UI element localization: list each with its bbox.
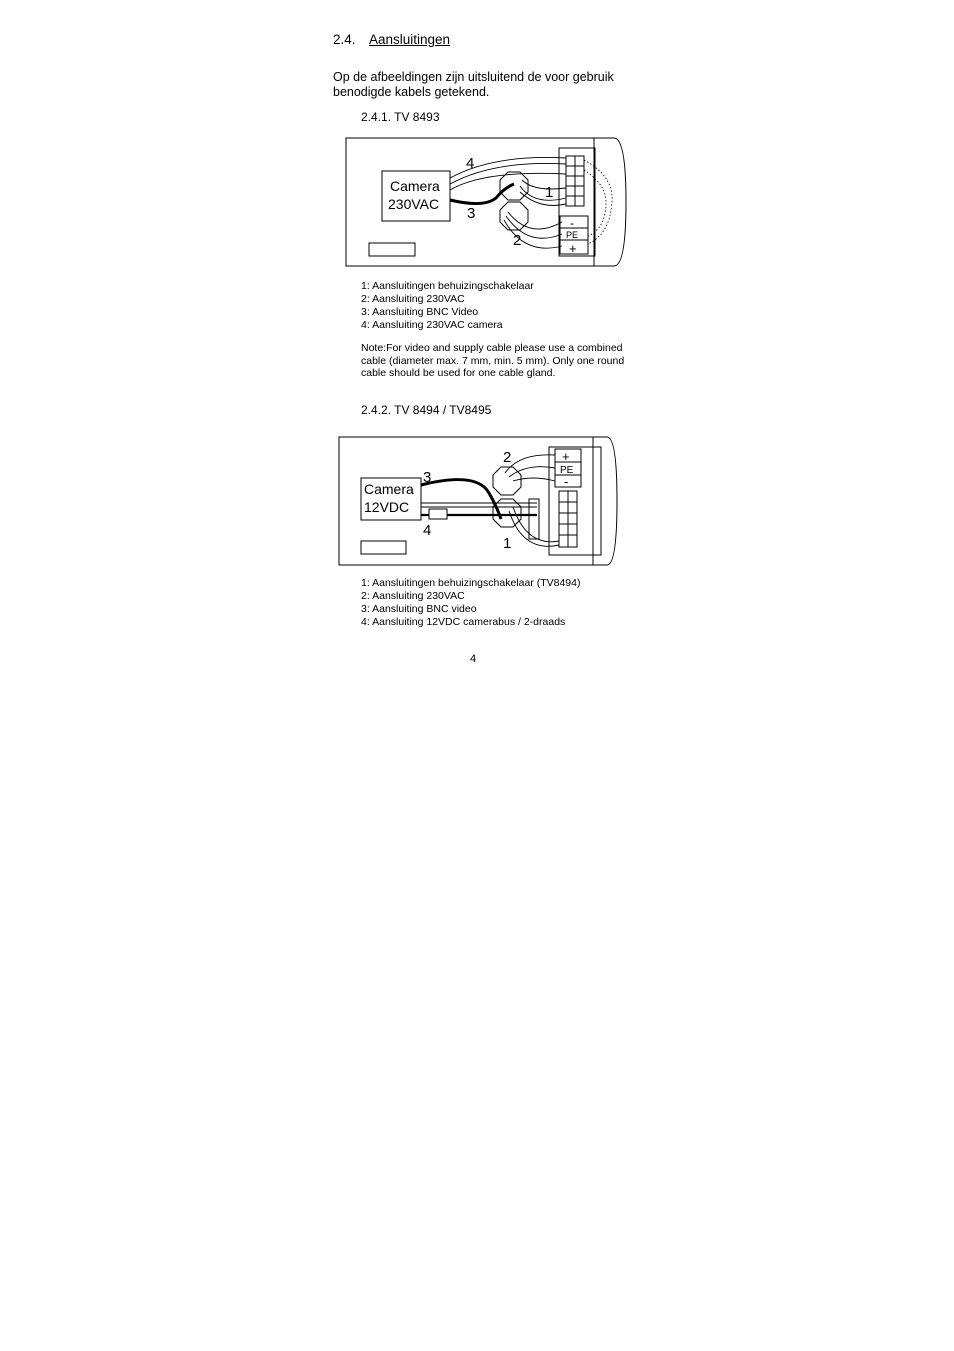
- legend-tv8494: [361, 577, 580, 629]
- intro-paragraph: Op de afbeeldingen zijn uitsluitend de voor gebruik benodigde kabels getekend.: [333, 70, 614, 99]
- subsection-heading-tv8493: 2.4.1. TV 8493: [361, 110, 440, 124]
- terminal-pe-label: PE: [566, 230, 579, 240]
- legend-item: 1: Aansluitingen behuizingschakelaar (TV8494): [361, 577, 581, 589]
- cable-gland-1: [500, 172, 528, 200]
- legend-item: 4: Aansluiting 12VDC camerabus / 2-draads: [361, 616, 566, 628]
- diagram-label-2: 2: [513, 232, 522, 249]
- diagram-label-4: 4: [466, 155, 475, 172]
- type-plate: [361, 541, 406, 554]
- type-plate: [369, 243, 415, 256]
- housing-cap: [594, 138, 626, 266]
- bus-terminal: [529, 499, 539, 539]
- legend-item: 3: Aansluiting BNC video: [361, 603, 477, 615]
- section-title: Aansluitingen: [369, 32, 451, 47]
- diagram-label-3: 3: [467, 205, 476, 222]
- camera-label-line2: 12VDC: [364, 499, 410, 515]
- wiring-diagram-tv8493: [344, 136, 628, 270]
- cable-note: Note:For video and supply cable please use a combined cable (diameter max. 7 mm, min. 5 mm). Only one round cable should be used for one cable gland.: [361, 342, 625, 380]
- camera-label-line2: 230VAC: [388, 196, 440, 212]
- housing-cap: [593, 437, 617, 565]
- section-heading: [333, 32, 450, 47]
- terminal-plus-label: +: [569, 241, 577, 256]
- terminal-minus-label: -: [570, 216, 574, 230]
- diagram-label-2: 2: [503, 449, 512, 466]
- camera-label-line1: Camera: [364, 481, 414, 497]
- terminal-minus-label: -: [564, 474, 569, 489]
- terminal-pe-label: PE: [560, 465, 574, 476]
- legend-tv8493: [361, 280, 534, 332]
- diagram-label-4: 4: [423, 522, 432, 539]
- legend-item: 3: Aansluiting BNC Video: [361, 306, 479, 318]
- page-number: 4: [470, 653, 477, 665]
- diagram-label-3: 3: [423, 469, 432, 486]
- legend-item: 4: Aansluiting 230VAC camera: [361, 319, 503, 331]
- diagram-label-1: 1: [503, 535, 512, 552]
- section-number: 2.4.: [333, 32, 356, 47]
- terminal-plus-label: +: [562, 449, 570, 464]
- diagram-label-1: 1: [545, 184, 554, 201]
- camera-label-line1: Camera: [390, 178, 440, 194]
- legend-item: 1: Aansluitingen behuizingschakelaar: [361, 280, 534, 292]
- subsection-heading-tv8494: 2.4.2. TV 8494 / TV8495: [361, 403, 492, 417]
- wiring-diagram-tv8494: [337, 435, 619, 569]
- legend-item: 2: Aansluiting 230VAC: [361, 293, 465, 305]
- bus-connector: [429, 509, 447, 519]
- cable-gland-2: [493, 467, 521, 495]
- legend-item: 2: Aansluiting 230VAC: [361, 590, 465, 602]
